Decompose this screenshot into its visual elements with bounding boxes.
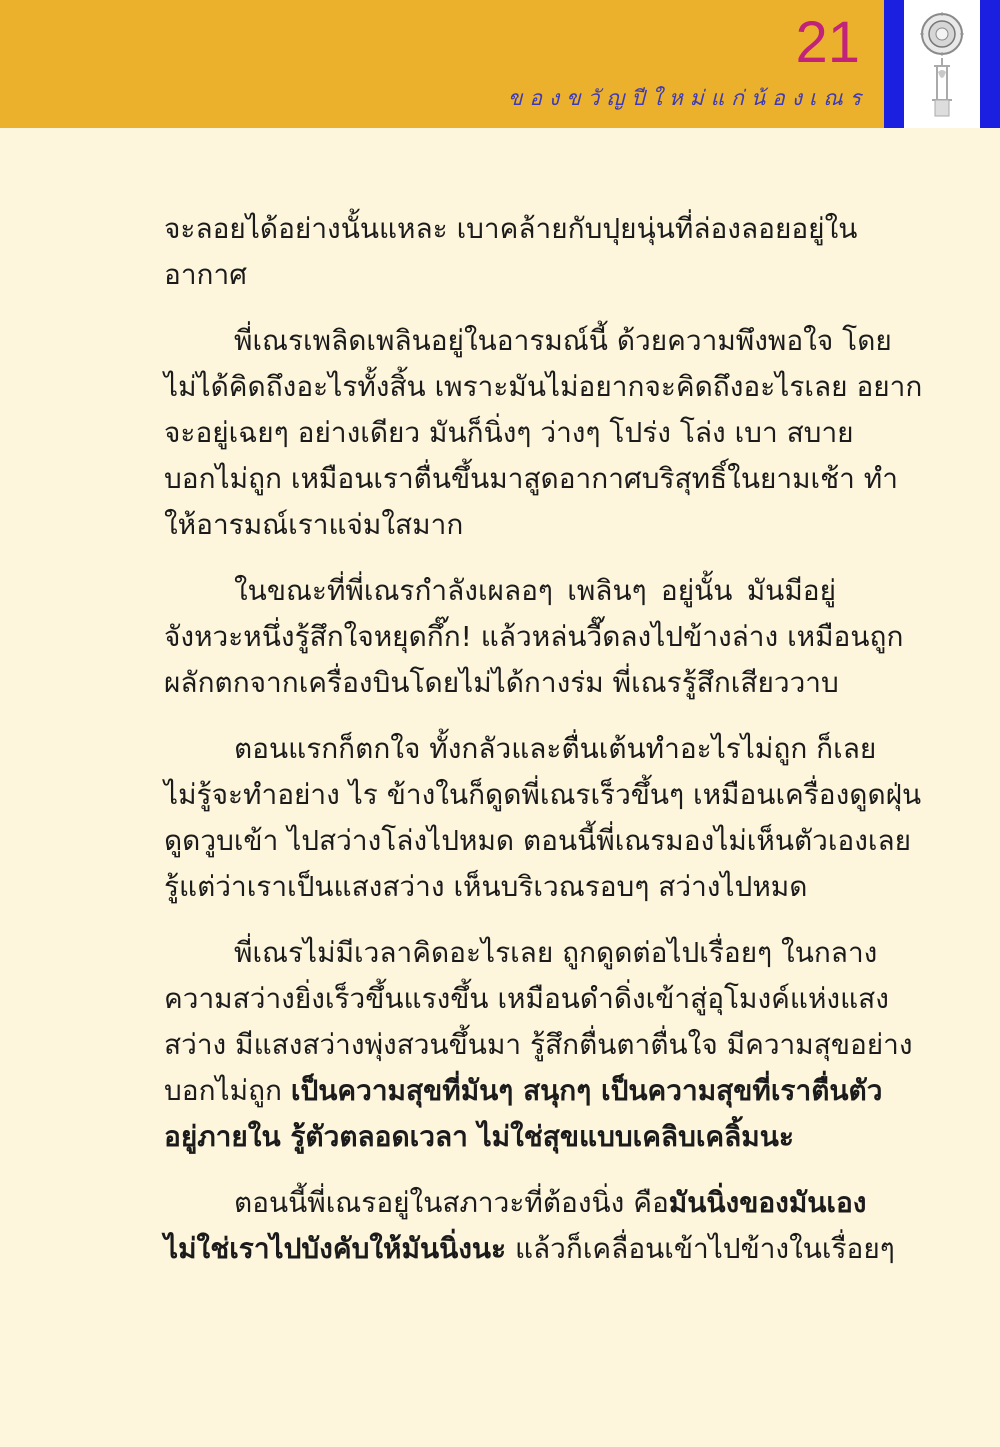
paragraph xyxy=(164,1180,895,1272)
text-line xyxy=(164,660,839,706)
text-span: ให้อารมณ์เราแจ่มใสมาก xyxy=(164,508,464,541)
text-line xyxy=(164,930,878,976)
text-span: ตอนแรกก็ตกใจ ทั้งกลัวและตื่นเต้นทำอะไรไม่ถูก ก็เลย xyxy=(234,732,877,765)
blue-stripe-left xyxy=(884,0,904,128)
text-line xyxy=(164,568,836,614)
paragraph xyxy=(164,206,858,298)
text-span: พี่เณรไม่มีเวลาคิดอะไรเลย ถูกดูดต่อไปเรื่อยๆ ในกลาง xyxy=(234,936,878,969)
page-number: 21 xyxy=(795,10,860,75)
text-span: บอกไม่ถูก เหมือนเราตื่นขึ้นมาสูดอากาศบริสุทธิ์ในยามเช้า ทำ xyxy=(164,462,898,495)
text-line xyxy=(164,864,836,910)
text-line xyxy=(164,976,889,1022)
text-line xyxy=(164,772,922,818)
text-span: จะลอยได้อย่างนั้นแหละ เบาคล้ายกับปุยนุ่นที่ล่องลอยอยู่ใน xyxy=(164,212,858,245)
text-line xyxy=(164,318,892,364)
text-line xyxy=(164,502,836,548)
text-span: จะอยู่เฉยๆ อย่างเดียว มันก็นิ่งๆ ว่างๆ โปร่ง โล่ง เบา สบาย xyxy=(164,416,854,449)
temple-emblem-icon xyxy=(904,0,980,128)
paragraph xyxy=(164,568,904,706)
body-text xyxy=(164,206,923,1292)
text-span: ไม่รู้จะทำอย่าง ไร ข้างในก็ดูดพี่เณรเร็วขึ้นๆ เหมือนเครื่องดูดฝุ่น xyxy=(164,778,922,811)
paragraph xyxy=(164,930,913,1160)
bold-text: ไม่ใช่เราไปบังคับให้มันนิ่งนะ xyxy=(164,1232,507,1265)
paragraph xyxy=(164,318,923,548)
text-span: รู้แต่ว่าเราเป็นแสงสว่าง เห็นบริเวณรอบๆ สว่างไปหมด xyxy=(164,870,808,903)
book-title: ของขวัญปีใหม่แก่น้องเณร xyxy=(508,86,868,110)
text-span: พี่เณรเพลิดเพลินอยู่ในอารมณ์นี้ ด้วยความพึงพอใจ โดย xyxy=(234,324,892,357)
text-line xyxy=(164,1022,913,1068)
text-span: บอกไม่ถูก xyxy=(164,1074,291,1107)
text-span: สว่าง มีแสงสว่างพุ่งสวนขึ้นมา รู้สึกตื่นตาตื่นใจ มีความสุขอย่าง xyxy=(164,1028,913,1061)
text-span: อากาศ xyxy=(164,258,247,291)
text-span: ตอนนี้พี่เณรอยู่ในสภาวะที่ต้องนิ่ง คือ xyxy=(234,1186,669,1219)
bold-text: เป็นความสุขที่มันๆ สนุกๆ เป็นความสุขที่เราตื่นตัว xyxy=(290,1074,883,1107)
bold-text: อยู่ภายใน รู้ตัวตลอดเวลา ไม่ใช่สุขแบบเคลิบเคลิ้มนะ xyxy=(164,1120,794,1153)
text-line xyxy=(164,1114,836,1160)
text-line xyxy=(164,1068,883,1114)
text-line xyxy=(164,818,912,864)
text-line xyxy=(164,1180,867,1226)
bold-text: มันนิ่งของมันเอง xyxy=(668,1186,867,1219)
text-span: ผลักตกจากเครื่องบินโดยไม่ได้กางร่ม พี่เณรรู้สึกเสียววาบ xyxy=(164,666,839,699)
text-line xyxy=(164,206,858,252)
text-span: ในขณะที่พี่เณรกำลังเผลอๆ เพลินๆ อยู่นั้น มันมีอยู่ xyxy=(234,574,836,607)
text-line xyxy=(164,364,923,410)
text-line xyxy=(164,456,898,502)
text-line xyxy=(164,410,854,456)
paragraph xyxy=(164,726,922,910)
text-line xyxy=(164,1226,895,1272)
text-span: จังหวะหนึ่งรู้สึกใจหยุดกึ๊ก! แล้วหล่นวื๊ดลงไปข้างล่าง เหมือนถูก xyxy=(164,620,904,653)
text-line xyxy=(164,614,904,660)
text-span: ดูดวูบเข้า ไปสว่างโล่งไปหมด ตอนนี้พี่เณรมองไม่เห็นตัวเองเลย xyxy=(164,824,912,857)
text-line xyxy=(164,252,836,298)
text-span: ความสว่างยิ่งเร็วขึ้นแรงขึ้น เหมือนดำดิ่งเข้าสู่อุโมงค์แห่งแสง xyxy=(164,982,889,1015)
text-span: แล้วก็เคลื่อนเข้าไปข้างในเรื่อยๆ xyxy=(506,1232,895,1265)
text-span: ไม่ได้คิดถึงอะไรทั้งสิ้น เพราะมันไม่อยากจะคิดถึงอะไรเลย อยาก xyxy=(164,370,923,403)
page-header xyxy=(0,0,884,128)
text-line xyxy=(164,726,877,772)
emblem-panel xyxy=(904,0,980,128)
blue-stripe-right xyxy=(980,0,1000,128)
